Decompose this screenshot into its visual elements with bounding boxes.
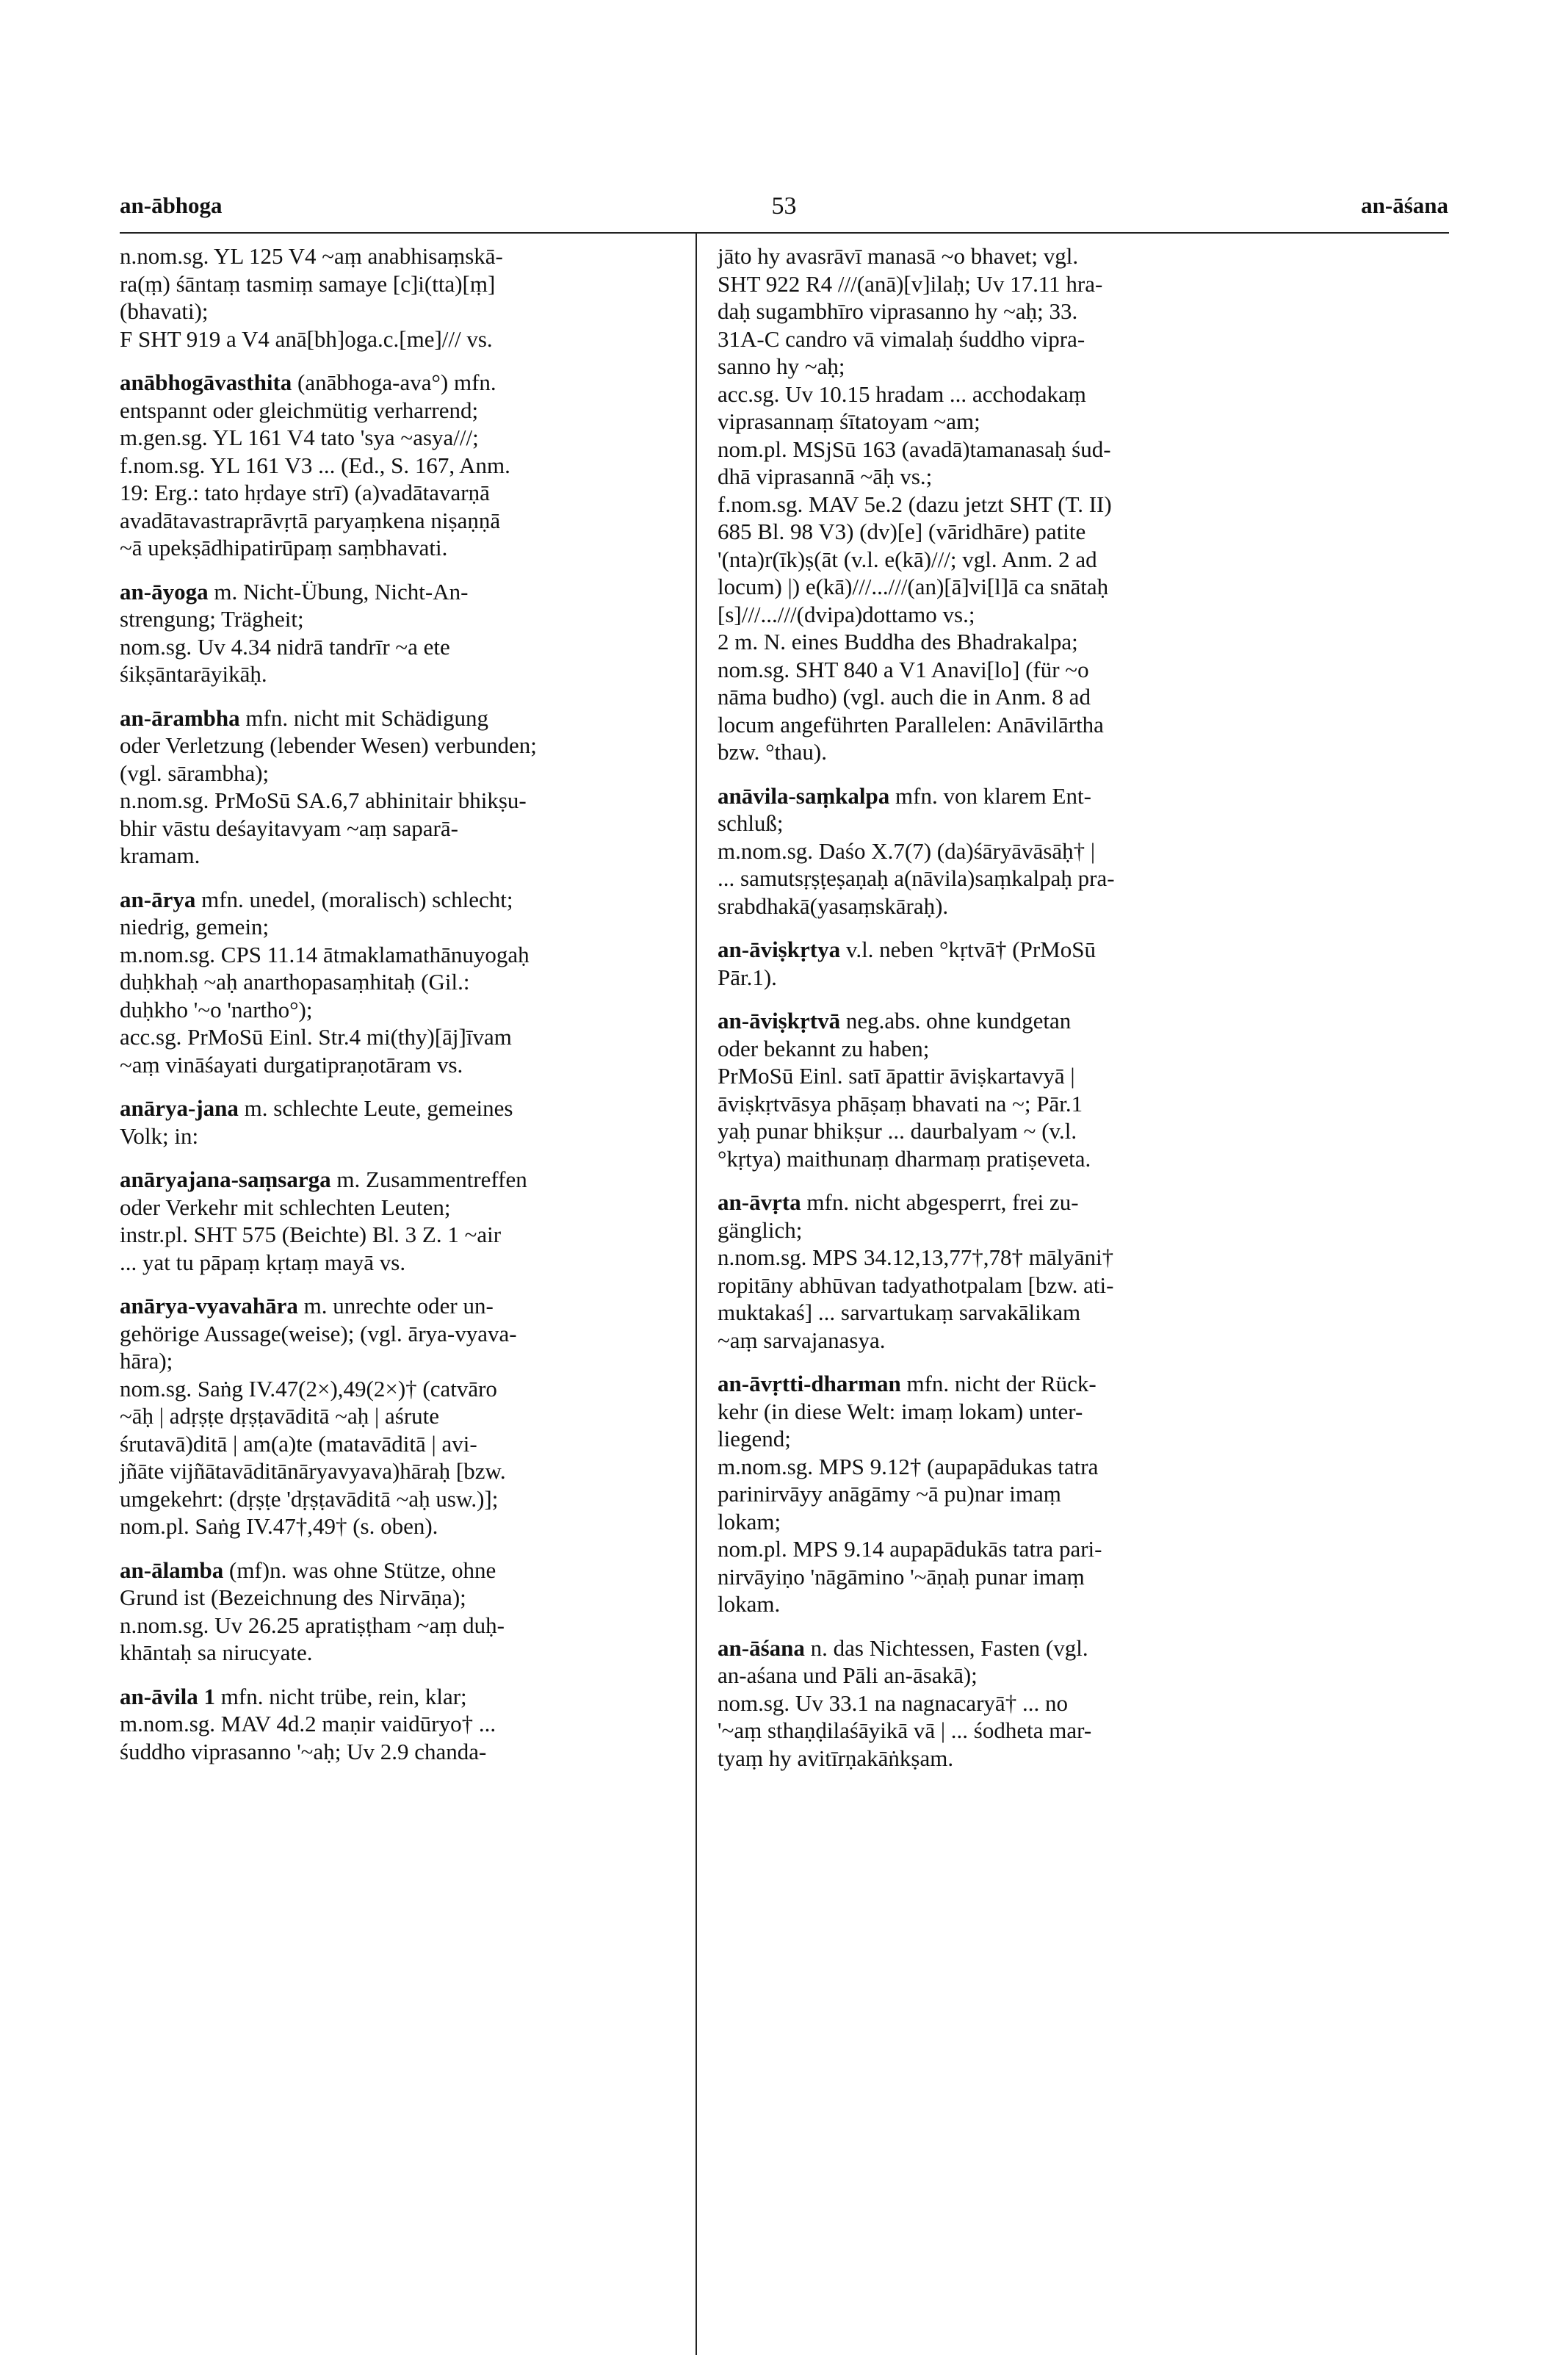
dictionary-entry (718, 1007, 1276, 1172)
entry-line: ... samutsṛṣṭeṣaṇaḥ a(nāvila)saṃkalpaḥ pra- (718, 865, 1115, 891)
dictionary-entry (120, 886, 671, 1079)
entry-line: oder Verletzung (lebender Wesen) verbunden; (120, 732, 537, 758)
entry-line: bzw. °thau). (718, 739, 827, 765)
headword: anārya-vyavahāra (120, 1293, 298, 1319)
entry-headline: anāvila-saṃkalpa mfn. von klarem Ent- (718, 782, 1091, 809)
headword: an-āviṣkṛtvā (718, 1008, 841, 1034)
headword: an-āviṣkṛtya (718, 937, 841, 962)
entry-headline: an-āvila 1 mfn. nicht trübe, rein, klar; (120, 1683, 467, 1709)
entry-line: tyaṃ hy avitīrṇakāṅkṣam. (718, 1745, 954, 1771)
headword: an-āvila 1 (120, 1683, 216, 1709)
entry-line: f.nom.sg. MAV 5e.2 (dazu jetzt SHT (T. II) (718, 491, 1112, 517)
entry-headline: anārya-jana m. schlechte Leute, gemeines (120, 1095, 513, 1121)
entry-line: kehr (in diese Welt: imaṃ lokam) unter- (718, 1398, 1083, 1424)
entry-line: acc.sg. Uv 10.15 hradam ... acchodakaṃ (718, 381, 1086, 407)
entry-headline: n.nom.sg. YL 125 V4 ~aṃ anabhisaṃskā- (120, 243, 503, 269)
entry-line: niedrig, gemein; (120, 914, 270, 940)
entry-line: 685 Bl. 98 V3) (dv)[e] (vāridhāre) patite (718, 519, 1086, 544)
entry-line: sanno hy ~aḥ; (718, 353, 845, 379)
entry-headline: an-āviṣkṛtya v.l. neben °kṛtvā† (PrMoSū (718, 937, 1096, 962)
entry-line: lokam. (718, 1591, 781, 1617)
headword: anāvila-saṃkalpa (718, 782, 890, 809)
entry-line: PrMoSū Einl. satī āpattir āviṣkartavyā | (718, 1063, 1075, 1089)
entry-line: nom.sg. Uv 33.1 na nagnacaryā† ... no (718, 1689, 1068, 1716)
entry-line: nom.pl. Saṅg IV.47†,49† (s. oben). (120, 1513, 438, 1539)
entry-line: Grund ist (Bezeichnung des Nirvāṇa); (120, 1584, 466, 1610)
entry-line: n.nom.sg. Uv 26.25 apratiṣṭham ~aṃ duḥ- (120, 1612, 505, 1638)
entry-line: (vgl. sārambha); (120, 760, 270, 786)
headword: an-ārya (120, 886, 196, 912)
entry-line: śuddho viprasanno '~aḥ; Uv 2.9 chanda- (120, 1738, 487, 1764)
entry-line: Volk; in: (120, 1122, 199, 1149)
entry-line: °kṛtya) maithunaṃ dharmaṃ pratiṣeveta. (718, 1145, 1091, 1172)
entry-line: yaḥ punar bhikṣur ... daurbalyam ~ (v.l. (718, 1118, 1077, 1144)
entry-line: srabdhakā(yasaṃskāraḥ). (718, 892, 949, 919)
entry-line: nom.sg. SHT 840 a V1 Anavi[lo] (für ~o (718, 656, 1089, 682)
dictionary-entry (120, 1292, 671, 1540)
entry-line: liegend; (718, 1426, 791, 1451)
entry-line: 19: Erg.: tato hṛdaye strī) (a)vadātavarṇā (120, 480, 490, 505)
entry-line: m.nom.sg. CPS 11.14 ātmaklamathānuyogaḥ (120, 941, 530, 967)
entry-line: parinirvāyy anāgāmy ~ā pu)nar imaṃ (718, 1481, 1061, 1507)
entry-line: śikṣāntarāyikāḥ. (120, 661, 267, 687)
entry-line: kramam. (120, 843, 200, 868)
entry-line: locum angeführten Parallelen: Anāvilārtha (718, 711, 1104, 737)
headword: an-āyoga (120, 578, 209, 605)
entry-headline: an-āviṣkṛtvā neg.abs. ohne kundgetan (718, 1008, 1072, 1034)
entry-line: locum) |) e(kā)///...///(an)[ā]vi[l]ā ca snātaḥ (718, 574, 1109, 599)
entry-line: avadātavastraprāvṛtā paryaṃkena niṣaṇṇā (120, 507, 501, 533)
entry-line: umgekehrt: (dṛṣṭe 'dṛṣṭavāditā ~aḥ usw.)]; (120, 1485, 499, 1512)
entry-line: khāntaḥ sa nirucyate. (120, 1640, 313, 1665)
entry-line: nirvāyiṇo 'nāgāmino '~āṇaḥ punar imaṃ (718, 1563, 1085, 1590)
entry-line: ~ā upekṣādhipatirūpaṃ saṃbhavati. (120, 535, 448, 560)
entry-line: āviṣkṛtvāsya phāṣaṃ bhavati na ~; Pār.1 (718, 1090, 1083, 1117)
page-header (120, 192, 1448, 229)
entry-headline: an-āvṛtti-dharman mfn. nicht der Rück- (718, 1371, 1096, 1396)
entry-line: gehörige Aussage(weise); (vgl. ārya-vyava- (120, 1320, 517, 1346)
entry-line: instr.pl. SHT 575 (Beichte) Bl. 3 Z. 1 ~air (120, 1222, 502, 1247)
entry-line: daḥ sugambhīro viprasanno hy ~aḥ; 33. (718, 298, 1078, 324)
entry-line: entspannt oder gleichmütig verharrend; (120, 397, 479, 423)
entry-headline: jāto hy avasrāvī manasā ~o bhavet; vgl. (718, 243, 1079, 269)
headword: anāryajana-saṃsarga (120, 1166, 331, 1192)
dictionary-entry (718, 782, 1276, 920)
entry-headline: an-āvṛta mfn. nicht abgesperrt, frei zu- (718, 1189, 1079, 1215)
entry-line: ~āḥ | adṛṣṭe dṛṣṭavāditā ~aḥ | aśrute (120, 1403, 440, 1429)
entry-line: duḥkhaḥ ~aḥ anarthopasaṃhitaḥ (Gil.: (120, 969, 470, 995)
dictionary-entry (120, 1683, 671, 1766)
entry-headline: an-ārya mfn. unedel, (moralisch) schlecht; (120, 886, 513, 912)
entry-headline: anābhogāvasthita (anābhoga-ava°) mfn. (120, 369, 496, 395)
entry-line: strengung; Trägheit; (120, 606, 304, 632)
running-head-right: an-āśana (1361, 192, 1448, 218)
headword: anābhogāvasthita (120, 369, 292, 395)
entry-line: gänglich; (718, 1216, 803, 1243)
entry-line: nom.sg. Saṅg IV.47(2×),49(2×)† (catvāro (120, 1375, 497, 1402)
entry-line: dhā viprasannā ~āḥ vs.; (718, 464, 933, 489)
entry-line: duḥkho '~o 'nartho°); (120, 996, 313, 1023)
entry-line: 2 m. N. eines Buddha des Bhadrakalpa; (718, 629, 1078, 654)
dictionary-entry (718, 242, 1276, 766)
entry-line: m.nom.sg. MPS 9.12† (aupapādukas tatra (718, 1453, 1099, 1479)
entry-line: f.nom.sg. YL 161 V3 ... (Ed., S. 167, Anm. (120, 452, 510, 478)
headword: an-āśana (718, 1634, 805, 1661)
entry-line: m.nom.sg. MAV 4d.2 maṇir vaidūryo† ... (120, 1711, 496, 1737)
dictionary-entry (120, 1166, 671, 1276)
dictionary-entry (718, 1370, 1276, 1618)
header-rule (120, 232, 1449, 234)
entry-line: m.gen.sg. YL 161 V4 tato 'sya ~asya///; (120, 425, 479, 450)
entry-line: muktakaś] ... sarvartukaṃ sarvakālikam (718, 1299, 1081, 1325)
entry-line: '~aṃ sthaṇḍilaśāyikā vā | ... śodheta mar- (718, 1717, 1092, 1743)
entry-line: bhir vāstu deśayitavyam ~aṃ saparā- (120, 815, 458, 841)
entry-line: oder Verkehr mit schlechten Leuten; (120, 1194, 451, 1220)
entry-line: an-aśana und Pāli an-āsakā); (718, 1662, 978, 1688)
running-head-left: an-ābhoga (120, 192, 223, 218)
dictionary-entry (718, 936, 1276, 991)
dictionary-entry (718, 1634, 1276, 1772)
entry-line: Pār.1). (718, 964, 777, 990)
entry-line: nom.sg. Uv 4.34 nidrā tandrīr ~a ete (120, 633, 450, 660)
entry-headline: an-ālamba (mf)n. was ohne Stütze, ohne (120, 1557, 496, 1583)
entry-line: SHT 922 R4 ///(anā)[v]ilaḥ; Uv 17.11 hra- (718, 270, 1103, 297)
headword: an-ālamba (120, 1557, 224, 1583)
entry-line: m.nom.sg. Daśo X.7(7) (da)śāryāvāsāḥ† | (718, 837, 1096, 864)
entry-headline: anāryajana-saṃsarga m. Zusammentreffen (120, 1166, 527, 1192)
entry-line: nāma budho) (vgl. auch die in Anm. 8 ad (718, 684, 1091, 710)
entry-line: jñāte vijñātavāditānāryavyava)hāraḥ [bzw. (120, 1458, 506, 1484)
entry-line: viprasannaṃ śītatoyam ~am; (718, 408, 980, 434)
page-number: 53 (771, 192, 797, 220)
entry-line: śrutavā)ditā | am(a)te (matavāditā | avi- (120, 1430, 477, 1457)
headword: an-āvṛta (718, 1189, 801, 1215)
entry-line: ra(ṃ) śāntaṃ tasmiṃ samaye [c]i(tta)[ṃ] (120, 270, 496, 297)
dictionary-entry (120, 704, 671, 870)
headword: an-āvṛtti-dharman (718, 1371, 901, 1396)
entry-line: oder bekannt zu haben; (718, 1035, 930, 1061)
entry-line: n.nom.sg. PrMoSū SA.6,7 abhinitair bhikṣu- (120, 787, 527, 813)
dictionary-entry (120, 369, 671, 562)
dictionary-entry (120, 1557, 671, 1667)
entry-line: ~aṃ sarvajanasya. (718, 1327, 886, 1353)
left-column (120, 242, 671, 1781)
dictionary-entry (120, 578, 671, 688)
entry-line: (bhavati); (120, 298, 209, 324)
entry-line: ~aṃ vināśayati durgatipraṇotāram vs. (120, 1051, 463, 1078)
dictionary-entry (120, 1094, 671, 1150)
column-divider (696, 232, 697, 2355)
entry-headline: an-ārambha mfn. nicht mit Schädigung (120, 704, 489, 731)
entry-line: n.nom.sg. MPS 34.12,13,77†,78† mālyāni† (718, 1244, 1114, 1270)
headword: an-ārambha (120, 704, 240, 731)
entry-headline: anārya-vyavahāra m. unrechte oder un- (120, 1293, 494, 1319)
entry-line: ... yat tu pāpaṃ kṛtaṃ mayā vs. (120, 1249, 406, 1275)
entry-line: [s]///...///(dvipa)dottamo vs.; (718, 601, 975, 627)
entry-headline: an-āyoga m. Nicht-Übung, Nicht-An- (120, 578, 469, 605)
dictionary-entry (718, 1189, 1276, 1354)
entry-line: F SHT 919 a V4 anā[bh]oga.c.[me]/// vs. (120, 325, 493, 352)
entry-line: schluß; (718, 810, 784, 836)
entry-line: ropitāny abhūvan tadyathotpalam [bzw. ati- (718, 1272, 1114, 1298)
right-column (718, 242, 1276, 1788)
entry-line: nom.pl. MSjSū 163 (avadā)tamanasaḥ śud- (718, 436, 1111, 462)
entry-line: 31A-C candro vā vimalaḥ śuddho vipra- (718, 325, 1085, 352)
entry-headline: an-āśana n. das Nichtessen, Fasten (vgl. (718, 1634, 1088, 1661)
entry-line: acc.sg. PrMoSū Einl. Str.4 mi(thy)[āj]īvam (120, 1024, 512, 1050)
entry-line: '(nta)r(īk)ṣ(āt (v.l. e(kā)///; vgl. Anm. 2 ad (718, 546, 1097, 572)
entry-line: nom.pl. MPS 9.14 aupapādukās tatra pari- (718, 1536, 1102, 1562)
entry-line: hāra); (120, 1348, 173, 1374)
dictionary-entry (120, 242, 671, 353)
entry-line: lokam; (718, 1508, 781, 1534)
headword: anārya-jana (120, 1095, 239, 1121)
